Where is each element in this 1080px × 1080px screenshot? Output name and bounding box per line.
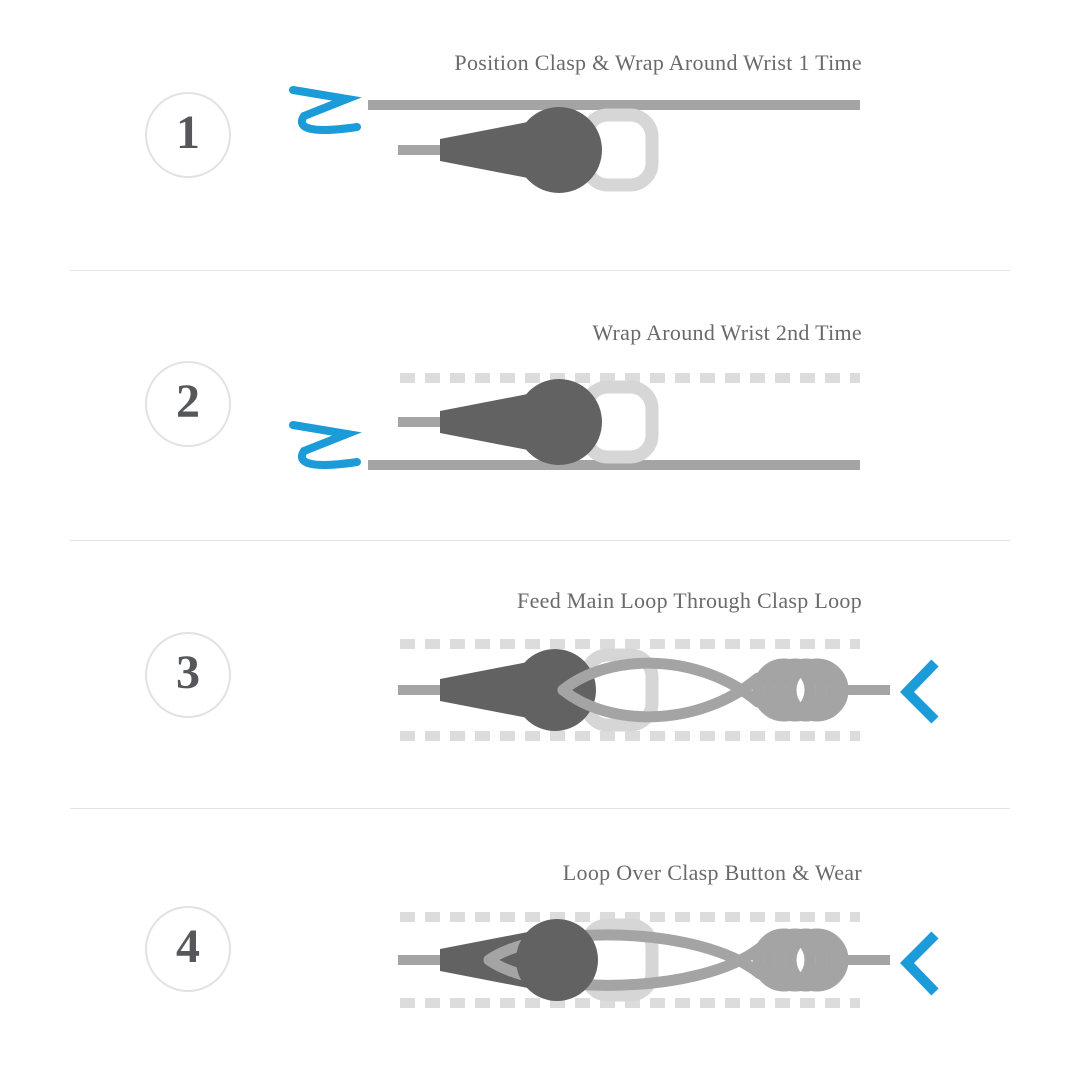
- step-number: 1: [176, 106, 200, 159]
- chevron-arrow-icon: [907, 663, 935, 720]
- clasp-stem: [398, 955, 446, 965]
- step-title: Wrap Around Wrist 2nd Time: [592, 320, 862, 345]
- curved-arrow-icon: [293, 425, 357, 465]
- clasp-button: [514, 649, 596, 731]
- step-row-4: [0, 808, 1080, 1080]
- clasp-button: [516, 919, 598, 1001]
- step-row-3: [0, 540, 1080, 808]
- step-number: 2: [176, 375, 200, 428]
- illustration-canvas: [0, 540, 1080, 808]
- cord-coil: [758, 934, 843, 986]
- step-title: Position Clasp & Wrap Around Wrist 1 Time: [454, 50, 862, 75]
- clasp-stem: [398, 145, 446, 155]
- clasp-button: [516, 379, 602, 465]
- clasp-button: [516, 107, 602, 193]
- step-row-2: [0, 270, 1080, 540]
- clasp-cone: [440, 122, 528, 178]
- clasp-stem: [398, 685, 446, 695]
- clasp-stem: [398, 417, 446, 427]
- illustration-canvas: [0, 808, 1080, 1080]
- step-number: 4: [176, 920, 200, 973]
- clasp-cone: [440, 394, 528, 450]
- chevron-arrow-icon: [907, 935, 935, 992]
- illustration-canvas: [0, 0, 1080, 270]
- illustration-canvas: [0, 270, 1080, 540]
- step-title: Loop Over Clasp Button & Wear: [562, 860, 862, 885]
- cord-coil: [758, 664, 843, 716]
- step-number: 3: [176, 646, 200, 699]
- step-title: Feed Main Loop Through Clasp Loop: [517, 588, 862, 613]
- curved-arrow-icon: [293, 90, 357, 130]
- step-row-1: [0, 0, 1080, 270]
